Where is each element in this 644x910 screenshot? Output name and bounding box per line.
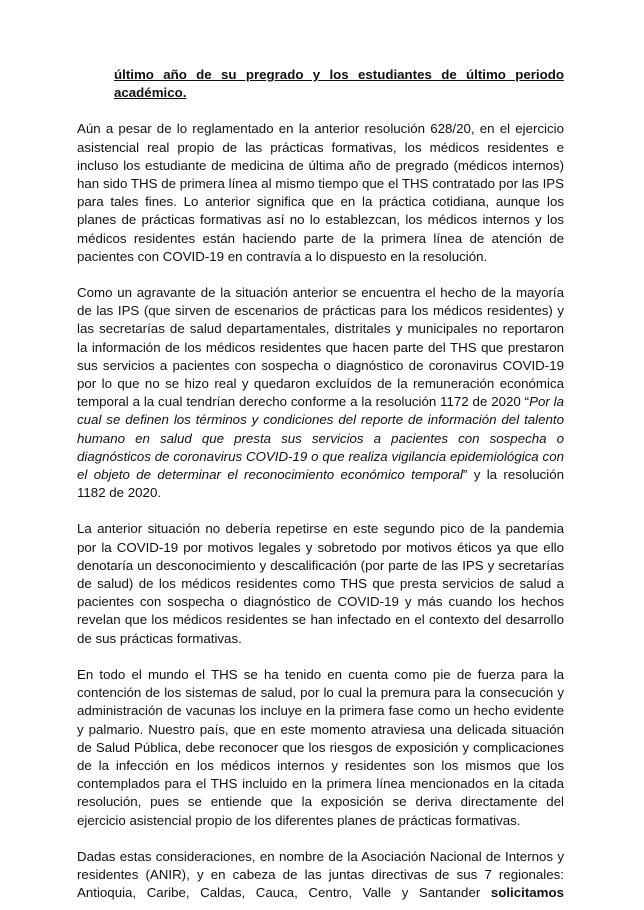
paragraph-5-text: Dadas estas consideraciones, en nombre de la Asociación Nacional de Internos y residentes (ANIR), y en cabeza de las juntas directivas de sus 7 regionales: Antioquia, Caribe, Caldas, Cauca, Centro, Valle y Santander xyxy=(77,848,564,901)
paragraph-4: En todo el mundo el THS se ha tenido en cuenta como pie de fuerza para la contención de los sistemas de salud, por lo cual la premura para la consecución y administración de vacunas los incluye en la primera fase como un hecho evidente y palmario. Nuestro país, que en este momento atraviesa una delicada situación de Salud Pública, debe reconocer que los riesgos de exposición y complicaciones de la infección en los médicos internos y residentes son los mismos que los contemplados para el THS incluido en la primera línea mencionados en la citada resolución, pues se entiende que la exposición se deriva directamente del ejercicio asistencial propio de los diferentes planes de prácticas formativas. xyxy=(77,666,564,828)
paragraph-2 xyxy=(77,284,564,502)
paragraph-3: La anterior situación no debería repetirse en este segundo pico de la pandemia por la COVID-19 por motivos legales y sobretodo por motivos éticos ya que ello denotaría un desconocimiento y descalificación (por parte de las IPS y secretarías de salud) de los médicos residentes como THS que presta servicios de salud a pacientes con sospecha o diagnóstico de COVID-19 y más cuando los hechos revelan que los médicos residentes se han infectado en el contexto del desarrollo de sus prácticas formativas. xyxy=(77,521,564,646)
paragraph-1: Aún a pesar de lo reglamentado en la anterior resolución 628/20, en el ejercicio asistencial real propio de las prácticas formativas, los médicos residentes e incluso los estudiante de medicina de última año de pregrado (médicos internos) han sido THS de primera línea al mismo tiempo que el THS contratado por las IPS para tales fines. Lo anterior significa que en la práctica cotidiana, aunque los planes de prácticas formativas así no lo establezcan, los médicos internos y los médicos residentes están haciendo parte de la primera línea de atención de pacientes con COVID-19 en contravía a lo dispuesto en la resolución. xyxy=(77,121,564,264)
paragraph-2-tail: ” y la resolución 1182 de 2020. xyxy=(77,467,564,501)
section-heading: último año de su pregrado y los estudiantes de último periodo académico. xyxy=(114,67,564,101)
resolution-title-quote: Por la cual se definen los términos y condiciones del reporte de información del talento humano en salud que presta sus servicios a pacientes con sospecha o diagnósticos de coronavirus COVID-19 o que realiza vigilancia epidemiológica con el objeto de determinar el reconocimiento económico temporal xyxy=(77,394,564,483)
paragraph-5 xyxy=(77,848,564,903)
paragraph-2-text: Como un agravante de la situación anterior se encuentra el hecho de la mayoría de las IPS (que sirven de escenarios de prácticas para los médicos residentes) y las secretarías de salud departamentales, distritales y municipales no reportaron la información de los médicos residentes que hacen parte del THS que prestaron sus servicios a pacientes con sospecha o diagnóstico de coronavirus COVID-19 por lo que no se hizo real y quedaron excluídos de la remuneración económica temporal a la cual tendrían derecho conforme a la resolución 1172 de 2020 “ xyxy=(77,285,564,410)
solicitamos-keyword: solicitamos xyxy=(490,885,564,901)
document-body xyxy=(77,66,564,902)
